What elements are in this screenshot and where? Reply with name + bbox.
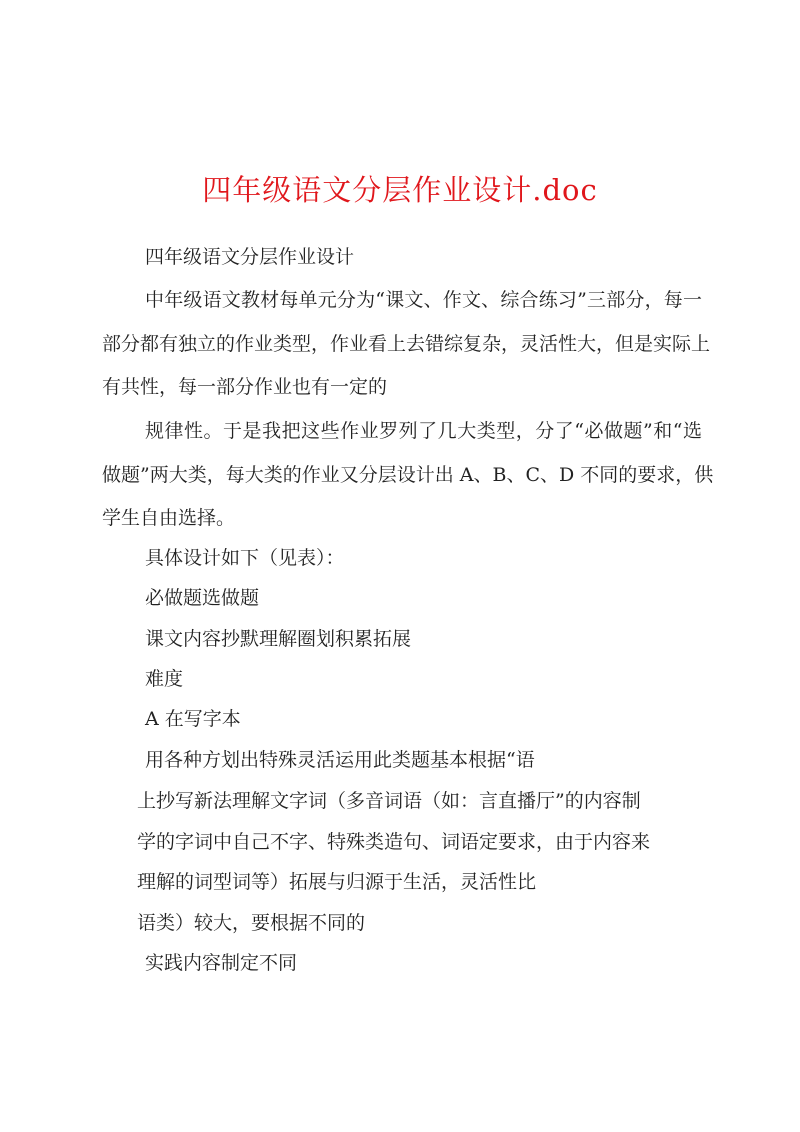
paragraph-line: 中年级语文教材每单元分为“课文、作文、综合练习”三部分，每一 bbox=[145, 289, 702, 311]
paragraph-line: 课文内容抄默理解圈划积累拓展 bbox=[145, 628, 412, 650]
document-title: 四年级语文分层作业设计.doc bbox=[202, 173, 598, 207]
paragraph-line: 理解的词型词等）拓展与归源于生活，灵活性比 bbox=[137, 871, 537, 893]
paragraph-line: 学的字词中自己不字、特殊类造句、词语定要求，由于内容来 bbox=[137, 831, 651, 853]
paragraph-line: 具体设计如下（见表）： bbox=[145, 547, 345, 569]
paragraph-line: 实践内容制定不同 bbox=[145, 952, 298, 974]
paragraph-line: 有共性，每一部分作业也有一定的 bbox=[102, 376, 388, 398]
paragraph-line: 学生自由选择。 bbox=[102, 507, 236, 529]
paragraph-line: 部分都有独立的作业类型，作业看上去错综复杂，灵活性大，但是实际上 bbox=[102, 333, 711, 355]
paragraph-line: 做题”两大类，每大类的作业又分层设计出 A、B、C、D 不同的要求，供 bbox=[102, 464, 714, 486]
paragraph-line: 用各种方划出特殊灵活运用此类题基本根据“语 bbox=[145, 749, 535, 771]
paragraph-line: 四年级语文分层作业设计 bbox=[145, 246, 355, 268]
paragraph-line: 语类）较大，要根据不同的 bbox=[137, 912, 366, 934]
paragraph-line: 必做题选做题 bbox=[145, 587, 260, 609]
paragraph-line: A 在写字本 bbox=[145, 708, 241, 730]
paragraph-line: 规律性。于是我把这些作业罗列了几大类型，分了“必做题”和“选 bbox=[145, 420, 702, 442]
paragraph-line: 难度 bbox=[145, 668, 184, 690]
paragraph-line: 上抄写新法理解文字词（多音词语（如：言直播厅”的内容制 bbox=[137, 790, 641, 812]
